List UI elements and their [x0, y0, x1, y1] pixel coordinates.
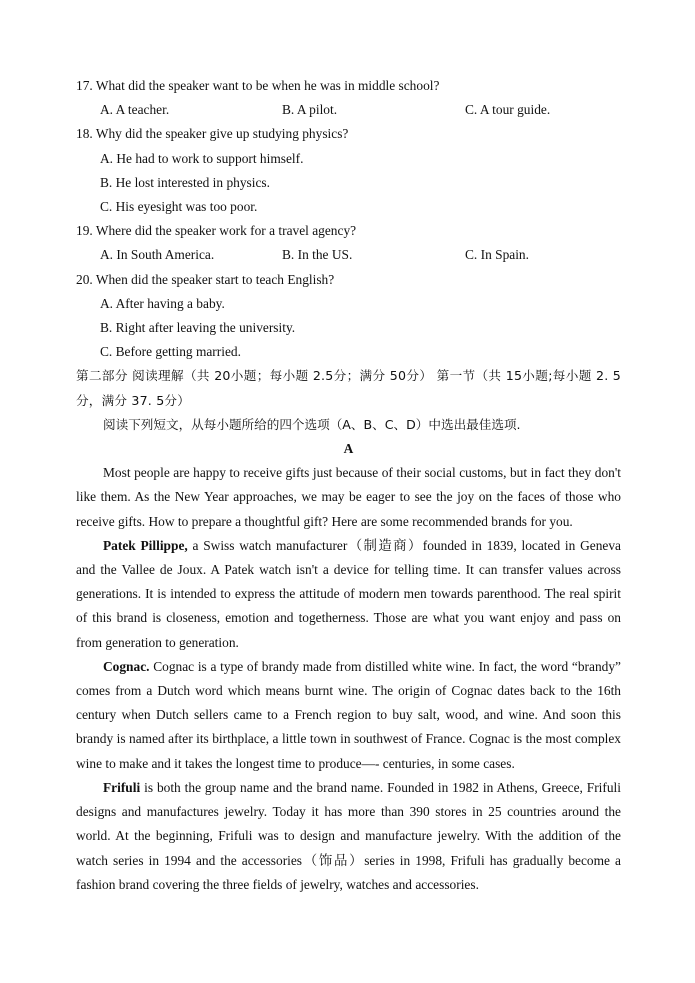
option-c: C. Before getting married. — [100, 344, 241, 360]
reading-instruction: 阅读下列短文，从每小题所给的四个选项（A、B、C、D）中选出最佳选项. — [103, 416, 521, 432]
question-17-options — [76, 98, 621, 122]
option-a: A. He had to work to support himself. — [100, 150, 304, 166]
option-b: B. Right after leaving the university. — [100, 320, 296, 336]
passage-intro: Most people are happy to receive gifts just because of their social customs, but in fact they don't like them. As the New Year approaches, we may be eager to see the joy on the faces of those who receive gifts. How to prepare a thoughtful gift? Here are some recommended brands for you. — [76, 465, 621, 529]
exam-page — [76, 74, 621, 897]
brand-paragraph-patek — [76, 534, 621, 655]
question-20: 20. When did the speaker start to teach English? — [76, 271, 335, 287]
option-b: B. A pilot. — [282, 102, 338, 118]
brand-name: Frifuli — [103, 779, 141, 795]
brand-text: Cognac is a type of brandy made from distilled white wine. In fact, the word “brandy” comes from a Dutch word which means burnt wine. The origin of Cognac dates back to the 16th century when Dutch sellers came to a French region to buy salt, wood, and wine. And soon this brandy is named after its birthplace, a little town in southwest of France. Cognac is the most complex wine to make and it takes the longest time to produce—- centuries, in some cases. — [76, 658, 621, 771]
option-b: B. In the US. — [282, 247, 353, 263]
option-a: A. In South America. — [100, 247, 215, 263]
option-c: C. His eyesight was too poor. — [100, 199, 258, 215]
option-a: A. A teacher. — [100, 102, 170, 118]
brand-text: is both the group name and the brand name. Founded in 1982 in Athens, Greece, Frifuli designs and manufactures jewelry. Today it has more than 390 stores in 25 countries around the world. At the beginning, Frifuli was to design and manufacture jewelry. With the addition of the watch series in 1994 and the accessories（饰品）series in 1998, Frifuli has gradually become a fashion brand covering the three fields of jewelry, watches and accessories. — [76, 779, 621, 892]
question-19: 19. Where did the speaker work for a travel agency? — [76, 223, 357, 239]
question-18: 18. Why did the speaker give up studying physics? — [76, 126, 349, 142]
brand-paragraph-frifuli — [76, 776, 621, 897]
option-a: A. After having a baby. — [100, 295, 225, 311]
passage-label: A — [343, 441, 354, 457]
brand-name: Patek Pillippe, — [103, 537, 188, 553]
section-heading: 第二部分 阅读理解（共 20小题；每小题 2.5分；满分 50分） 第一节（共 15小题;每小题 2. 5分，满分 37. 5分） — [76, 368, 621, 408]
option-c: C. In Spain. — [465, 247, 529, 263]
option-c: C. A tour guide. — [465, 102, 551, 118]
brand-paragraph-cognac — [76, 655, 621, 776]
option-b: B. He lost interested in physics. — [100, 174, 270, 190]
brand-text: a Swiss watch manufacturer（制造商）founded in 1839, located in Geneva and the Vallee de Joux. A Patek watch isn't a device for telling time. It can transfer values across generations. It is intended to express the attitude of modern men towards parenthood. The real spirit of this brand is closeness, emotion and togetherness. Those are what you want enjoy and pass on from generation to generation. — [76, 537, 621, 650]
question-19-options — [76, 243, 621, 267]
question-17: 17. What did the speaker want to be when he was in middle school? — [76, 78, 440, 93]
brand-name: Cognac. — [103, 658, 150, 674]
